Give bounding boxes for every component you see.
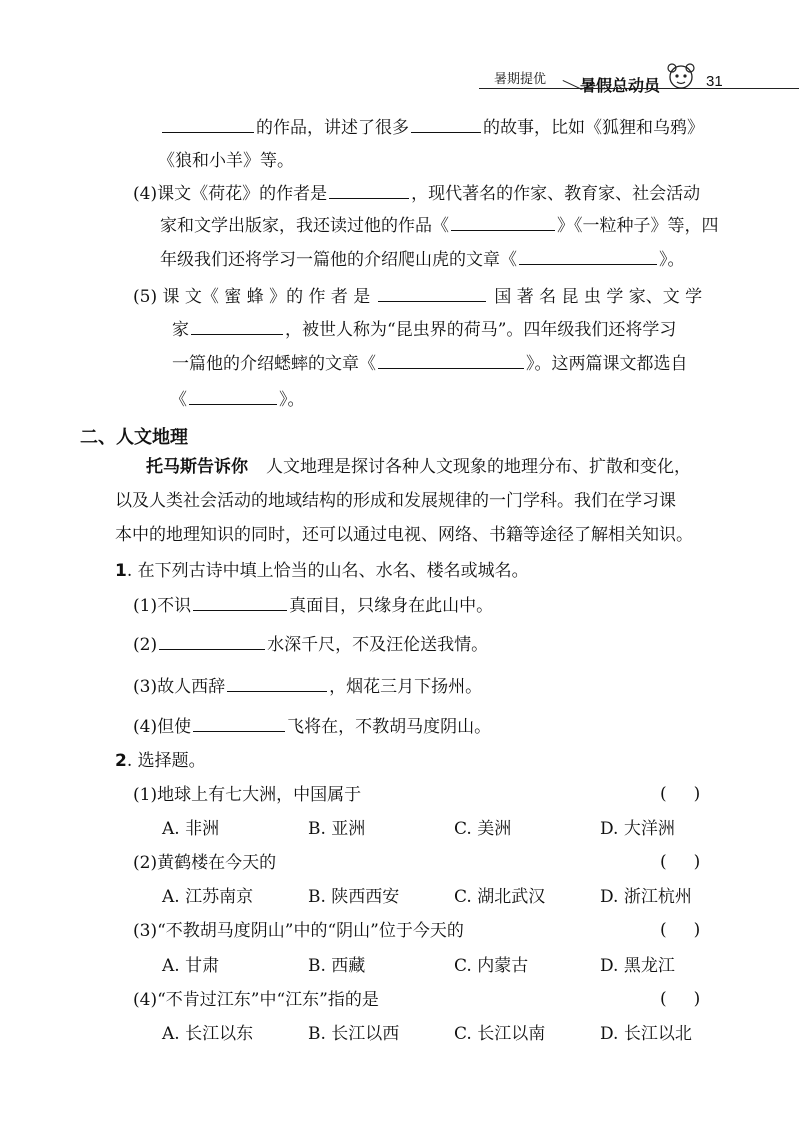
q1-item-1: (1)不识 真面目，只缘身在此山中。 — [133, 596, 494, 616]
fill-blank[interactable] — [519, 248, 657, 265]
q2-heading: 2. 选择题。 — [115, 751, 206, 771]
fill-blank[interactable] — [193, 715, 285, 732]
section-title: 二、人文地理 — [80, 427, 188, 448]
option-d[interactable]: D. 黑龙江 — [600, 956, 675, 976]
header-title: 暑假总动员 — [580, 76, 661, 95]
intro-line3: 本中的地理知识的同时，还可以通过电视、网络、书籍等途径了解相关知识。 — [115, 525, 693, 545]
intro-label: 托马斯告诉你 — [146, 457, 248, 477]
option-d[interactable]: D. 大洋洲 — [600, 819, 675, 839]
fill-blank[interactable] — [378, 352, 524, 369]
s1-q4-line2: 家和文学出版家，我还读过他的作品《 》《一粒种子》等，四 — [160, 216, 719, 236]
q1-item-3: (3)故人西辞 ，烟花三月下扬州。 — [133, 677, 483, 697]
q2-item-3-question: (3)“不教胡马度阴山”中的“阴山”位于今天的 — [133, 921, 464, 941]
q2-item-2-question: (2)黄鹤楼在今天的 — [133, 853, 277, 873]
option-b[interactable]: B. 亚洲 — [308, 819, 366, 839]
answer-paren[interactable]: ( ) — [660, 784, 701, 804]
option-a[interactable]: A. 长江以东 — [162, 1024, 254, 1044]
s1-line1: 的作品，讲述了很多 的故事，比如《狐狸和乌鸦》 — [162, 116, 704, 139]
s1-q4-line3: 年级我们还将学习一篇他的介绍爬山虎的文章《 》。 — [160, 250, 685, 270]
answer-paren[interactable]: ( ) — [660, 989, 701, 1009]
fill-blank[interactable] — [378, 285, 486, 302]
fill-blank[interactable] — [191, 318, 283, 335]
intro-line1: 托马斯告诉你 人文地理是探讨各种人文现象的地理分布、扩散和变化， — [146, 457, 691, 477]
option-a[interactable]: A. 非洲 — [162, 819, 220, 839]
option-c[interactable]: C. 美洲 — [454, 819, 512, 839]
option-c[interactable]: C. 内蒙古 — [454, 956, 529, 976]
intro-line2: 以及人类社会活动的地域结构的形成和发展规律的一门学科。我们在学习课 — [115, 491, 676, 511]
fill-blank[interactable] — [411, 116, 481, 133]
s1-q5-line4: 《 》。 — [170, 390, 305, 410]
fill-blank[interactable] — [159, 633, 265, 650]
q2-item-1-question: (1)地球上有七大洲，中国属于 — [133, 785, 362, 805]
header-subtitle: 暑期提优 — [494, 72, 547, 87]
option-a[interactable]: A. 甘肃 — [162, 956, 220, 976]
option-d[interactable]: D. 长江以北 — [600, 1024, 692, 1044]
s1-line2: 《狼和小羊》等。 — [158, 151, 294, 171]
answer-paren[interactable]: ( ) — [660, 852, 701, 872]
q1-item-2: (2) 水深千尺，不及汪伦送我情。 — [133, 635, 489, 655]
s1-q4-line1: (4)课文《荷花》的作者是 ，现代著名的作家、教育家、社会活动 — [133, 184, 701, 204]
option-c[interactable]: C. 湖北武汉 — [454, 887, 546, 907]
header-rule — [479, 88, 799, 89]
option-d[interactable]: D. 浙江杭州 — [600, 887, 692, 907]
q1-heading: 1. 在下列古诗中填上恰当的山名、水名、楼名或城名。 — [115, 561, 529, 581]
fill-blank[interactable] — [162, 116, 254, 133]
s1-q5-line3: 一篇他的介绍蟋蟀的文章《 》。这两篇课文都选自 — [172, 354, 688, 374]
option-b[interactable]: B. 西藏 — [308, 956, 366, 976]
q1-item-4: (4)但使 飞将在，不教胡马度阴山。 — [133, 717, 492, 737]
option-b[interactable]: B. 陕西西安 — [308, 887, 400, 907]
q2-item-4-question: (4)“不肯过江东”中“江东”指的是 — [133, 990, 379, 1010]
option-c[interactable]: C. 长江以南 — [454, 1024, 546, 1044]
fill-blank[interactable] — [189, 388, 277, 405]
option-a[interactable]: A. 江苏南京 — [162, 887, 254, 907]
fill-blank[interactable] — [451, 214, 555, 231]
page-number: 31 — [706, 73, 723, 90]
fill-blank[interactable] — [193, 594, 287, 611]
fill-blank[interactable] — [227, 675, 327, 692]
s1-q5-line1: (5) 课 文《 蜜 蜂 》的 作 者 是 国 著 名 昆 虫 学 家、文 学 — [133, 287, 703, 307]
fill-blank[interactable] — [329, 182, 409, 199]
answer-paren[interactable]: ( ) — [660, 920, 701, 940]
s1-q5-line2: 家 ，被世人称为“昆虫界的荷马”。四年级我们还将学习 — [172, 320, 677, 340]
option-b[interactable]: B. 长江以西 — [308, 1024, 400, 1044]
